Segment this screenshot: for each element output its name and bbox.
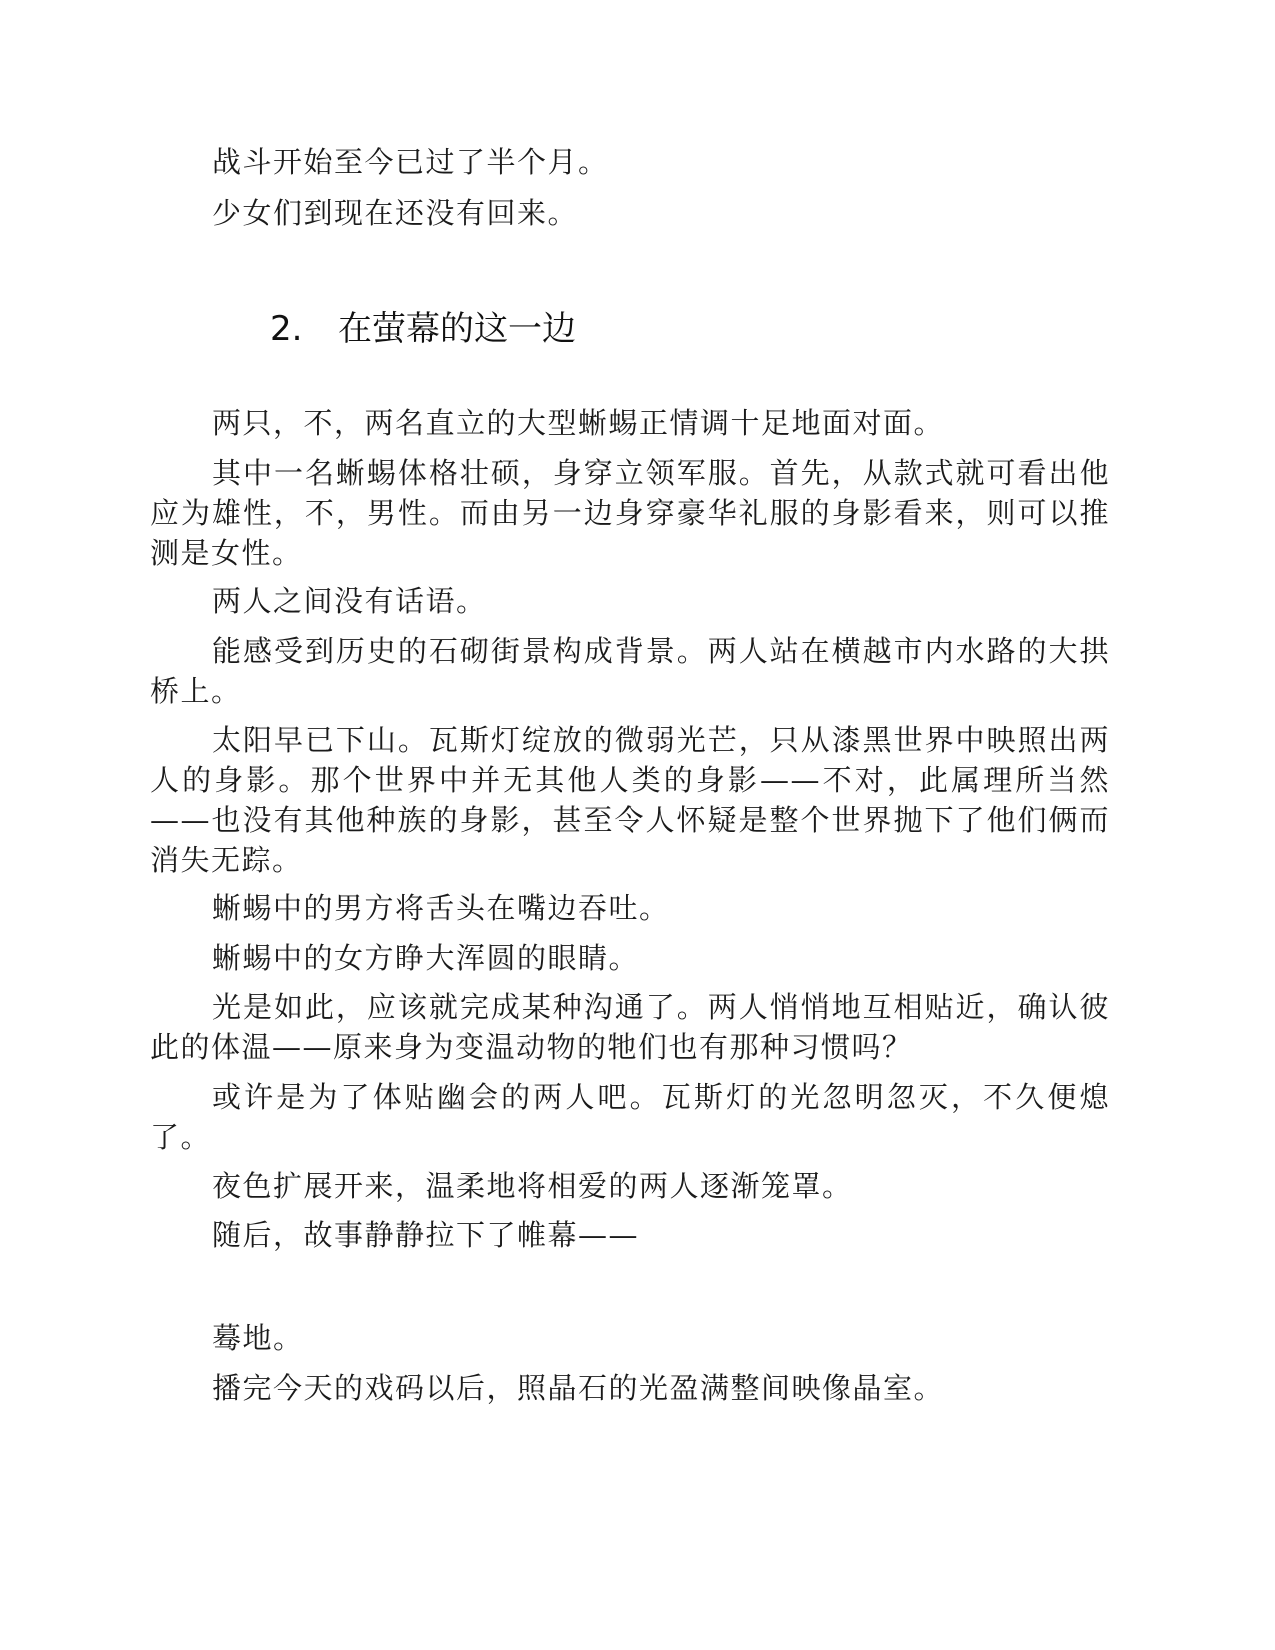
paragraph: 随后，故事静静拉下了帷幕—— — [212, 1218, 640, 1252]
paragraph: 其中一名蜥蜴体格壮硕，身穿立领军服。首先，从款式就可看出他应为雄性，不，男性。而由另一边身穿豪华礼服的身影看来，则可以推测是女性。 — [150, 456, 1110, 570]
paragraph: 两人之间没有话语。 — [212, 584, 487, 618]
paragraph: 能感受到历史的石砌街景构成背景。两人站在横越市内水路的大拱桥上。 — [150, 634, 1110, 708]
paragraph: 战斗开始至今已过了半个月。 — [212, 145, 609, 179]
document-page — [150, 0, 1110, 1650]
section-title: 在萤幕的这一边 — [338, 309, 576, 349]
paragraph: 蜥蜴中的男方将舌头在嘴边吞吐。 — [212, 891, 670, 925]
paragraph: 两只，不，两名直立的大型蜥蜴正情调十足地面对面。 — [212, 406, 945, 440]
section-number: 2. — [270, 309, 303, 349]
section-heading — [270, 305, 576, 353]
paragraph: 蜥蜴中的女方睁大浑圆的眼睛。 — [212, 941, 640, 975]
paragraph: 播完今天的戏码以后，照晶石的光盈满整间映像晶室。 — [212, 1371, 945, 1405]
paragraph: 夜色扩展开来，温柔地将相爱的两人逐渐笼罩。 — [212, 1169, 853, 1203]
paragraph: 蓦地。 — [212, 1321, 304, 1355]
paragraph: 光是如此，应该就完成某种沟通了。两人悄悄地互相贴近，确认彼此的体温——原来身为变温动物的牠们也有那种习惯吗？ — [150, 990, 1110, 1064]
paragraph: 少女们到现在还没有回来。 — [212, 196, 579, 230]
paragraph: 太阳早已下山。瓦斯灯绽放的微弱光芒，只从漆黑世界中映照出两人的身影。那个世界中并无其他人类的身影——不对，此属理所当然——也没有其他种族的身影，甚至令人怀疑是整个世界抛下了他们俩而消失无踪。 — [150, 723, 1110, 877]
paragraph: 或许是为了体贴幽会的两人吧。瓦斯灯的光忽明忽灭，不久便熄了。 — [150, 1080, 1110, 1154]
